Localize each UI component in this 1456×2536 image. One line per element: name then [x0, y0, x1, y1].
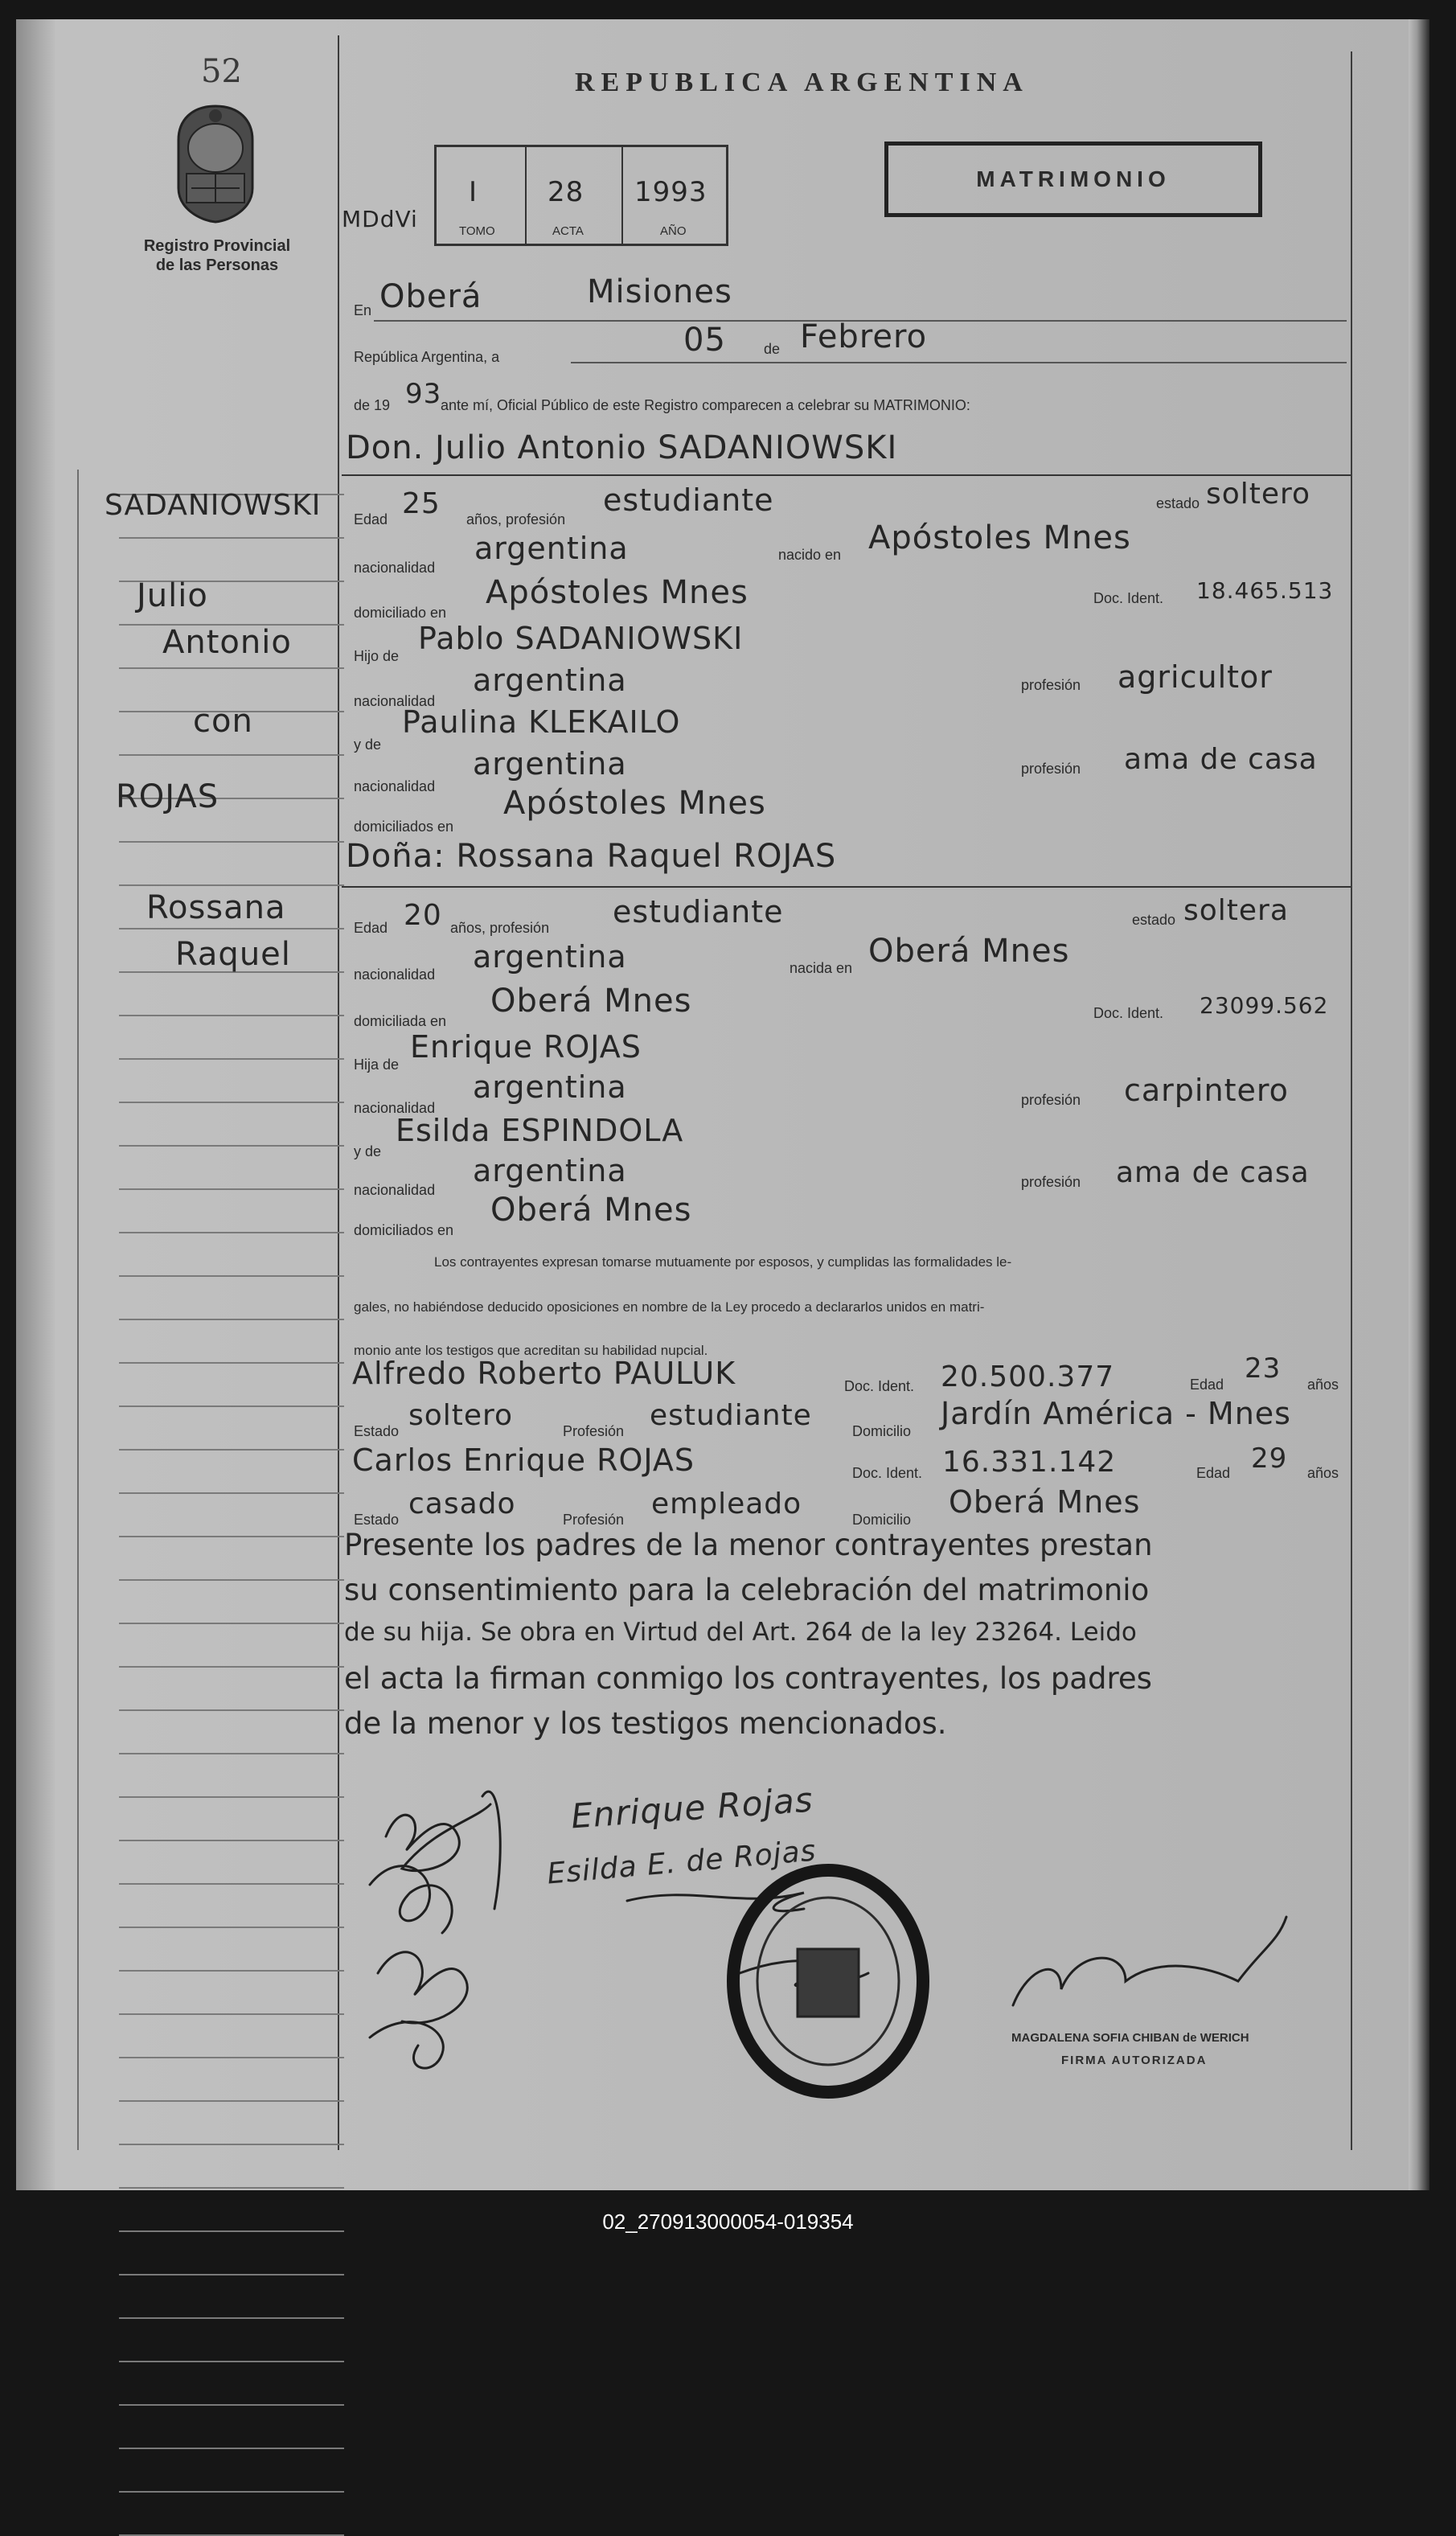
acta-label: ACTA — [552, 224, 584, 238]
margin-ruled-line — [119, 2013, 344, 2015]
margin-ruled-line — [119, 1319, 344, 1320]
bride-profesion-label: años, profesión — [450, 920, 550, 936]
margin-ruled-line — [119, 1449, 344, 1451]
margin-ruled-line — [119, 1362, 344, 1364]
ano-value: 1993 — [634, 176, 707, 208]
bride-estado-label: estado — [1132, 912, 1176, 928]
margin-ruled-line — [119, 1796, 344, 1798]
groom-edad: 25 — [402, 487, 441, 520]
tomo-value: I — [469, 176, 478, 208]
bride-padres-dom: Oberá Mnes — [490, 1192, 692, 1229]
groom-nacionalidad-label: nacionalidad — [354, 560, 436, 576]
groom-doc-label: Doc. Ident. — [1093, 590, 1164, 606]
en-label: En — [354, 302, 372, 318]
ano-label: AÑO — [660, 224, 687, 238]
ano-cell — [621, 147, 726, 244]
margin-ruled-line — [119, 928, 344, 929]
margin-ruled-line — [119, 1623, 344, 1624]
margin-ruled-line — [119, 2144, 344, 2145]
witness-1-dom: Jardín América - Mnes — [941, 1396, 1291, 1431]
margin-rule — [77, 470, 79, 2150]
bride-padre-prof: carpintero — [1124, 1073, 1289, 1108]
margin-ruled-line — [119, 884, 344, 886]
signature-1: Enrique Rojas — [569, 1779, 815, 1836]
bride-padre: Enrique ROJAS — [410, 1029, 642, 1065]
margin-ruled-line — [119, 1405, 344, 1407]
bride-padre-nac: argentina — [473, 1069, 627, 1105]
intro-text: ante mí, Oficial Público de este Registro comparecen a celebrar su MATRIMONIO: — [441, 397, 970, 413]
note-line-3: de su hija. Se obra en Virtud del Art. 264 de la ley 23264. Leido — [344, 1618, 1137, 1647]
bride-madre-nac: argentina — [473, 1153, 627, 1188]
groom-name-underline — [342, 474, 1351, 476]
groom-domicilio-label: domiciliado en — [354, 605, 447, 621]
margin-ruled-line — [119, 1666, 344, 1668]
margin-bride-second: Raquel — [175, 936, 291, 973]
groom-domicilio: Apóstoles Mnes — [486, 574, 749, 611]
official-seal-icon — [724, 1861, 933, 2102]
bride-profesion: estudiante — [613, 894, 784, 929]
margin-ruled-line — [119, 1232, 344, 1233]
de-label: de — [764, 341, 781, 357]
witness-1-edad: 23 — [1245, 1352, 1282, 1385]
bride-nacido-label: nacida en — [790, 960, 853, 976]
note-line-5: de la menor y los testigos mencionados. — [344, 1706, 947, 1741]
groom-padre-nac-label: nacionalidad — [354, 693, 436, 709]
groom-profesion: estudiante — [603, 482, 774, 518]
margin-ruled-line — [119, 2100, 344, 2102]
provincial-crest-icon — [167, 100, 264, 228]
margin-ruled-line — [119, 2317, 344, 2319]
note-line-4: el acta la firman conmigo los contrayentes, los padres — [344, 1661, 1152, 1696]
witness-2-doc-label: Doc. Ident. — [852, 1465, 923, 1481]
margin-ruled-line — [119, 2274, 344, 2275]
bride-nacionalidad: argentina — [473, 939, 627, 975]
bride-padre-label: Hija de — [354, 1057, 400, 1073]
bride-name-underline — [342, 886, 1351, 888]
image-caption: 02_270913000054-019354 — [602, 2210, 854, 2234]
margin-ruled-line — [119, 1015, 344, 1016]
groom-madre: Paulina KLEKAILO — [402, 704, 681, 740]
margin-ruled-line — [119, 1840, 344, 1841]
margin-ruled-line — [119, 2057, 344, 2058]
margin-ruled-line — [119, 2491, 344, 2493]
witness-2-edad: 29 — [1251, 1442, 1288, 1475]
right-column-rule — [1351, 51, 1352, 2150]
bride-madre-prof: ama de casa — [1116, 1156, 1310, 1189]
witness-2-edad-label: Edad — [1196, 1465, 1231, 1481]
bride-doc: 23099.562 — [1200, 992, 1329, 1019]
groom-madre-prof: ama de casa — [1124, 743, 1318, 776]
margin-ruled-line — [119, 2404, 344, 2406]
margin-bride-surname: ROJAS — [116, 778, 219, 815]
margin-conjunction: con — [193, 703, 253, 740]
day: 05 — [683, 322, 726, 359]
margin-ruled-line — [119, 2361, 344, 2362]
witness-1-prof-label: Profesión — [563, 1423, 625, 1439]
declaration-line-1: Los contrayentes expresan tomarse mutuamente por esposos, y cumplidas las formalidades le- — [434, 1254, 1012, 1270]
province: Misiones — [587, 273, 732, 310]
groom-padre-label: Hijo de — [354, 648, 400, 664]
acta-value: 28 — [548, 176, 584, 208]
bride-madre-nac-label: nacionalidad — [354, 1182, 436, 1198]
note-line-1: Presente los padres de la menor contrayentes prestan — [344, 1528, 1153, 1562]
book-code: MDdVi — [342, 206, 418, 232]
groom-edad-label: Edad — [354, 511, 388, 527]
tomo-label: TOMO — [459, 224, 495, 238]
witness-1-edad-label: Edad — [1190, 1377, 1224, 1393]
margin-ruled-line — [119, 841, 344, 843]
margin-ruled-line — [119, 1927, 344, 1928]
groom-estado: soltero — [1206, 478, 1311, 511]
bride-padre-nac-label: nacionalidad — [354, 1100, 436, 1116]
bride-edad: 20 — [404, 899, 442, 932]
margin-groom-second: Antonio — [162, 624, 292, 661]
signature-2: Esilda E. de Rojas — [545, 1834, 818, 1891]
groom-nacido: Apóstoles Mnes — [868, 519, 1131, 556]
groom-padres-dom-label: domiciliados en — [354, 819, 454, 835]
registry-number-box — [434, 145, 728, 246]
margin-ruled-line — [119, 1753, 344, 1754]
year-suffix: 93 — [405, 378, 442, 410]
date-underline — [571, 362, 1347, 363]
official-authorized: FIRMA AUTORIZADA — [1061, 2054, 1208, 2067]
margin-ruled-line — [119, 537, 344, 539]
bride-padre-prof-label: profesión — [1021, 1092, 1081, 1108]
year-prefix: de 19 — [354, 397, 391, 413]
groom-doc: 18.465.513 — [1196, 577, 1334, 604]
witness-1-estado: soltero — [408, 1399, 514, 1432]
witness-1-name: Alfredo Roberto PAULUK — [352, 1356, 736, 1391]
witness-2-estado: casado — [408, 1488, 516, 1520]
witness-2-doc: 16.331.142 — [942, 1446, 1117, 1479]
note-line-2: su consentimiento para la celebración del matrimonio — [344, 1573, 1150, 1607]
bride-full-name: Doña: Rossana Raquel ROJAS — [346, 838, 837, 875]
country-title: REPUBLICA ARGENTINA — [575, 68, 1029, 97]
record-type-box — [884, 142, 1262, 217]
republic-label: República Argentina, a — [354, 349, 500, 365]
margin-ruled-line — [119, 1188, 344, 1190]
margin-groom-surname: SADANIOWSKI — [105, 489, 322, 522]
groom-madre-nac: argentina — [473, 746, 627, 782]
margin-ruled-line — [119, 1145, 344, 1147]
month: Febrero — [800, 318, 928, 355]
margin-ruled-line — [119, 1970, 344, 1972]
witness-1-doc: 20.500.377 — [941, 1360, 1115, 1393]
groom-madre-nac-label: nacionalidad — [354, 778, 436, 794]
witness-2-name: Carlos Enrique ROJAS — [352, 1442, 695, 1478]
margin-ruled-line — [119, 1536, 344, 1537]
registry-office: Registro Provincial de las Personas — [143, 237, 291, 274]
margin-ruled-line — [119, 1883, 344, 1885]
city: Oberá — [379, 278, 482, 315]
witness-1-anos-label: años — [1307, 1377, 1339, 1393]
margin-ruled-line — [119, 1579, 344, 1581]
groom-full-name: Don. Julio Antonio SADANIOWSKI — [346, 429, 898, 466]
witness-2-estado-label: Estado — [354, 1512, 400, 1528]
margin-ruled-line — [119, 667, 344, 669]
register-page — [16, 19, 1429, 2190]
bride-doc-label: Doc. Ident. — [1093, 1005, 1164, 1021]
acta-cell — [525, 147, 623, 244]
witness-2-prof-label: Profesión — [563, 1512, 625, 1528]
groom-nacido-label: nacido en — [778, 547, 842, 563]
official-name: MAGDALENA SOFIA CHIBAN de WERICH — [1011, 2031, 1249, 2045]
margin-ruled-line — [119, 2448, 344, 2449]
groom-padre-nac: argentina — [473, 663, 627, 698]
groom-madre-label: y de — [354, 737, 382, 753]
margin-ruled-line — [119, 2187, 344, 2189]
record-type: MATRIMONIO — [976, 166, 1171, 191]
bride-nacionalidad-label: nacionalidad — [354, 966, 436, 983]
groom-padres-dom: Apóstoles Mnes — [503, 785, 766, 822]
bride-padres-dom-label: domiciliados en — [354, 1222, 454, 1238]
margin-ruled-line — [119, 1275, 344, 1277]
declaration-line-2: gales, no habiéndose deducido oposiciones en nombre de la Ley procedo a declararlos unidos en matri- — [354, 1299, 985, 1315]
groom-nacionalidad: argentina — [474, 531, 629, 566]
tomo-cell — [437, 147, 527, 244]
margin-ruled-line — [119, 754, 344, 756]
groom-profesion-label: años, profesión — [466, 511, 566, 527]
bride-madre-label: y de — [354, 1143, 382, 1159]
margin-ruled-line — [119, 1058, 344, 1060]
bride-estado: soltera — [1183, 894, 1289, 927]
bride-domicilio: Oberá Mnes — [490, 983, 692, 1020]
witness-2-dom-label: Domicilio — [852, 1512, 912, 1528]
groom-estado-label: estado — [1156, 495, 1200, 511]
witness-2-anos-label: años — [1307, 1465, 1339, 1481]
witness-2-dom: Oberá Mnes — [949, 1484, 1141, 1520]
margin-ruled-line — [119, 1102, 344, 1103]
margin-groom-first: Julio — [137, 577, 208, 614]
declaration-line-3: monio ante los testigos que acreditan su habilidad nupcial. — [354, 1343, 708, 1358]
witness-1-doc-label: Doc. Ident. — [844, 1378, 915, 1394]
witness-2-prof: empleado — [651, 1488, 802, 1520]
bride-madre: Esilda ESPINDOLA — [396, 1113, 684, 1148]
groom-madre-prof-label: profesión — [1021, 761, 1081, 777]
margin-ruled-line — [119, 1492, 344, 1494]
bride-edad-label: Edad — [354, 920, 388, 936]
margin-ruled-line — [119, 1709, 344, 1711]
groom-padre-prof-label: profesión — [1021, 677, 1081, 693]
witness-1-dom-label: Domicilio — [852, 1423, 912, 1439]
witness-1-estado-label: Estado — [354, 1423, 400, 1439]
bride-madre-prof-label: profesión — [1021, 1174, 1081, 1190]
groom-padre: Pablo SADANIOWSKI — [418, 621, 744, 656]
page-number: 52 — [201, 53, 242, 90]
page-edge — [1409, 19, 1429, 2190]
witness-1-prof: estudiante — [650, 1399, 812, 1432]
margin-bride-first: Rossana — [146, 889, 286, 926]
book-binding — [16, 19, 55, 2190]
bride-domicilio-label: domiciliada en — [354, 1013, 447, 1029]
bride-nacido: Oberá Mnes — [868, 933, 1070, 970]
groom-padre-prof: agricultor — [1118, 659, 1273, 695]
left-column-rule — [338, 35, 339, 2150]
